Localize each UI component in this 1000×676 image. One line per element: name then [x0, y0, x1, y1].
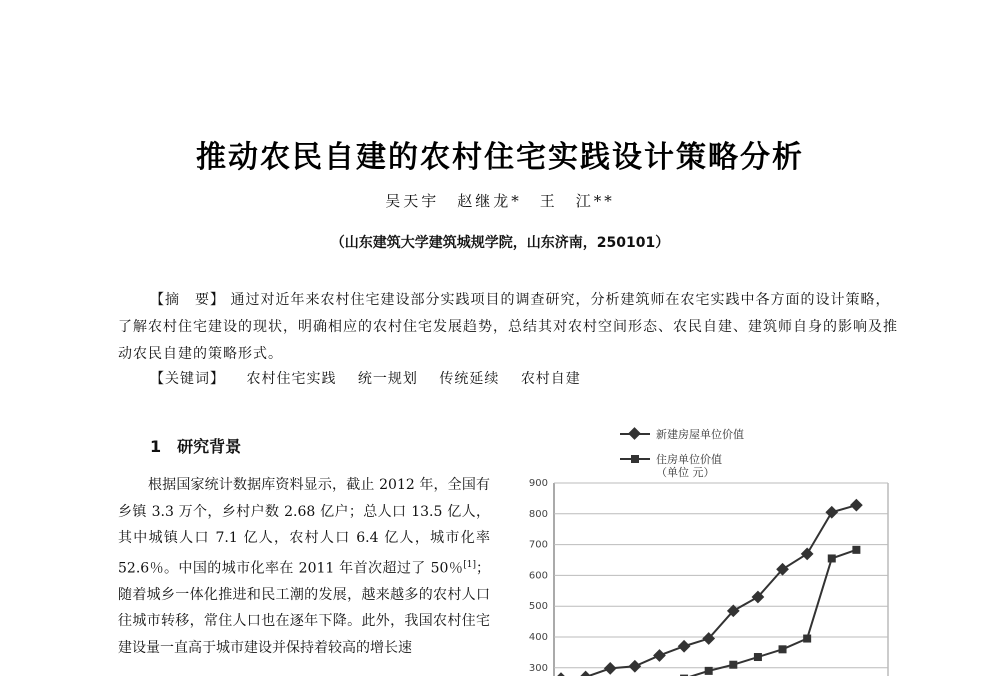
affiliation: （山东建筑大学建筑城规学院，山东济南，250101）: [330, 235, 670, 251]
y-tick-label: 400: [528, 632, 548, 643]
series-line-2: [684, 550, 856, 676]
y-tick-label: 900: [528, 478, 548, 489]
data-point-series-2: [729, 661, 737, 669]
data-point-series-1: [653, 649, 666, 662]
keywords-label: 【关键词】: [150, 371, 225, 387]
keyword-item: 传统延续: [439, 371, 500, 387]
data-point-series-1: [604, 662, 617, 675]
body-text-part2: ；随着城乡一体化推进和民工潮的发展，越来越多的农村人口往城市转移，常住人口也在逐年下降。此外，我国农村住宅建设量一直高于城市建设并保持着较高的增长速: [118, 560, 490, 656]
data-point-series-2: [852, 546, 860, 554]
data-point-series-1: [850, 499, 863, 512]
data-point-series-1: [579, 671, 592, 676]
chart-unit-label: （单位 元）: [656, 466, 715, 479]
y-tick-label: 800: [528, 508, 548, 520]
section-title: 研究背景: [177, 437, 242, 456]
data-point-series-1: [555, 672, 568, 676]
legend-marker-square: [631, 455, 639, 463]
abstract: [118, 287, 898, 368]
legend-label-series-1: 新建房屋单位价值: [656, 428, 744, 441]
abstract-text: 通过对近年来农村住宅建设部分实践项目的调查研究，分析建筑师在农宅实践中各方面的设计策略，了解农村住宅建设的现状，明确相应的农村住宅发展趋势，总结其对农村空间形态、农民自建、建筑师自身的影响及推动农民自建的策略形式。: [118, 292, 898, 362]
keyword-item: 农村自建: [520, 371, 581, 387]
legend-marker-diamond: [628, 427, 641, 440]
data-point-series-1: [801, 547, 814, 560]
data-point-series-1: [825, 506, 838, 519]
section-number: 1: [150, 437, 162, 456]
keywords: [150, 368, 597, 388]
line-chart: [500, 420, 900, 676]
y-tick-label: 600: [528, 570, 548, 582]
data-point-series-2: [803, 635, 811, 643]
legend-label-series-2: 住房单位价值: [656, 453, 722, 466]
citation-ref: [1]: [463, 559, 476, 570]
keyword-item: 统一规划: [357, 371, 418, 387]
data-point-series-1: [628, 660, 641, 673]
y-tick-label: 500: [528, 601, 548, 613]
abstract-label: 【摘 要】: [150, 292, 225, 308]
body-text-part1: 根据国家统计数据库资料显示，截止 2012 年，全国有乡镇 3.3 万个，乡村户数 2.68 亿户；总人口 13.5 亿人，其中城镇人口 7.1 亿人，农村人口 6.4 亿人，城市化率 52.6％。中国的城市化率在 2011 年首次超过了 50％: [118, 477, 490, 577]
data-point-series-1: [678, 640, 691, 653]
series-line-1: [561, 505, 856, 676]
body-text: [118, 472, 490, 661]
data-point-series-2: [754, 653, 762, 661]
paper-title: 推动农民自建的农村住宅实践设计策略分析: [196, 140, 804, 175]
y-tick-label: 700: [528, 539, 548, 551]
plot-area: [555, 499, 863, 676]
data-point-series-2: [828, 554, 836, 562]
authors: 吴天宇 赵继龙* 王 江**: [385, 192, 615, 210]
data-point-series-2: [779, 645, 787, 653]
data-point-series-2: [705, 667, 713, 675]
keyword-item: 农村住宅实践: [246, 371, 337, 387]
y-tick-label: 300: [528, 662, 548, 674]
section-heading: [150, 434, 241, 457]
